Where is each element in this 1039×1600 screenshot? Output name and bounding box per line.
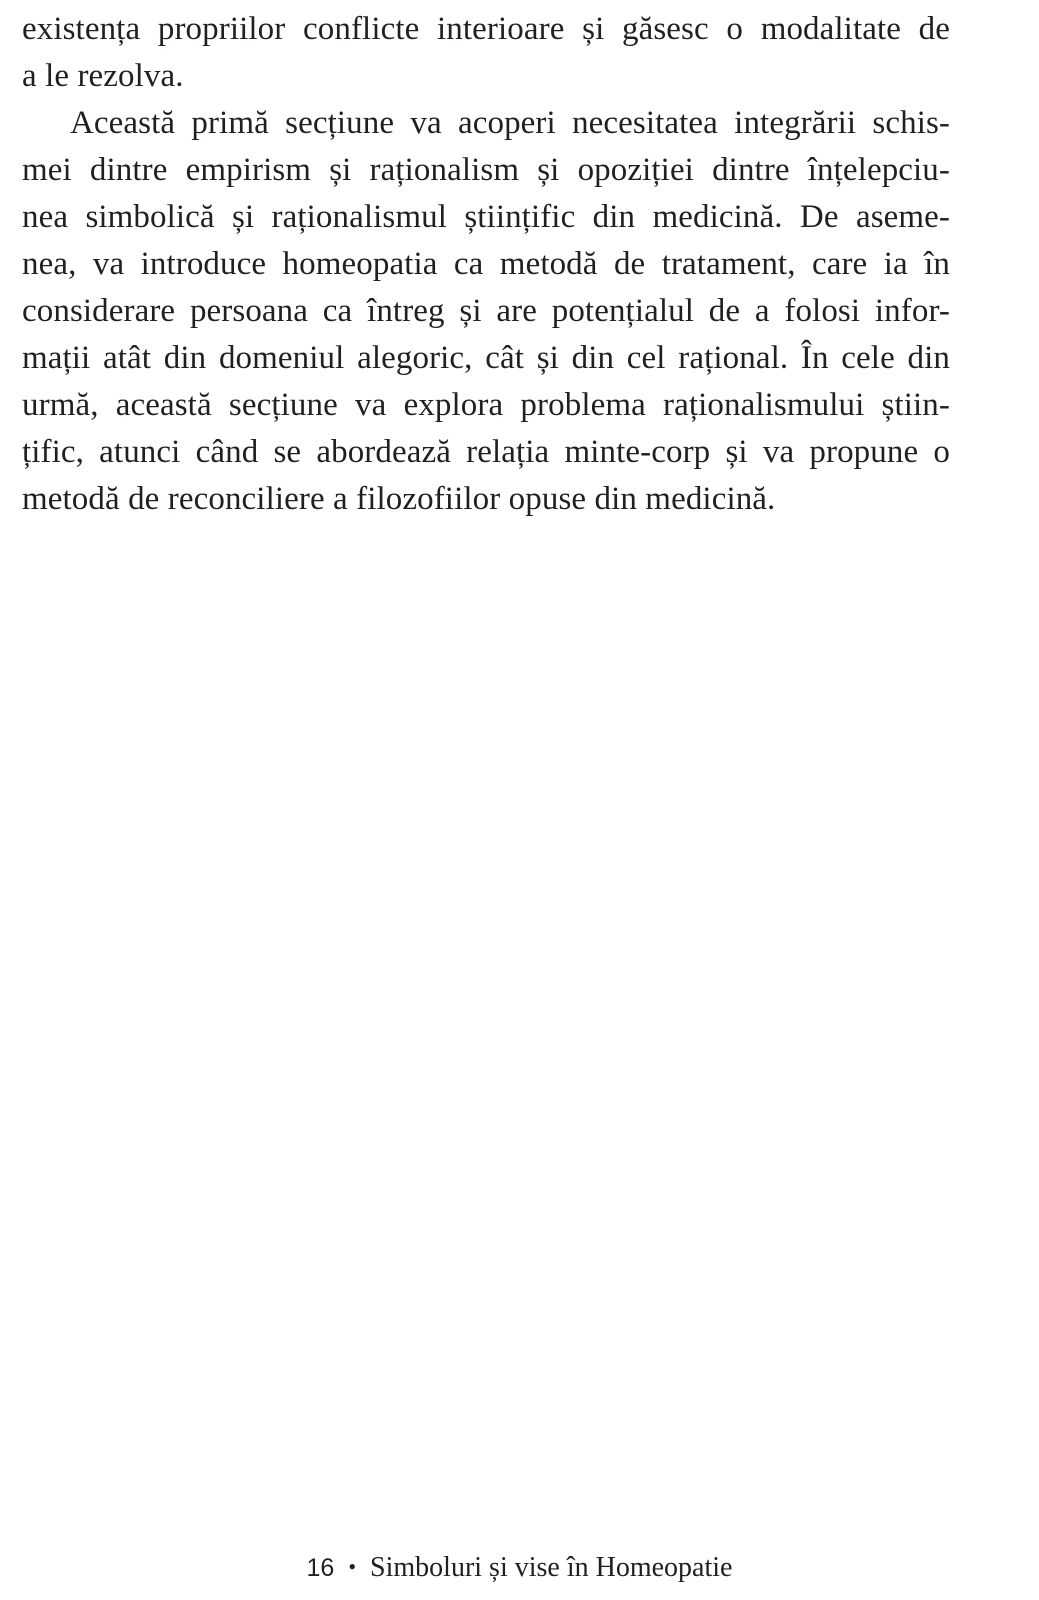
text-line: considerare persoana ca întreg și are potențialul de a folosi infor-	[22, 293, 950, 329]
text-line: țific, atunci când se abordează relația minte-corp și va propune o	[22, 434, 950, 470]
text-line: metodă de reconciliere a filozofiilor opuse din medicină.	[22, 481, 776, 517]
running-title: Simboluri și vise în Homeopatie	[370, 1552, 733, 1583]
text-line: mații atât din domeniul alegoric, cât și din cel rațional. În cele din	[22, 340, 950, 376]
text-line: a le rezolva.	[22, 58, 184, 94]
page-number: 16	[306, 1554, 335, 1582]
footer-separator: •	[348, 1554, 357, 1579]
text-line: nea simbolică și raționalismul științific din medicină. De aseme-	[22, 199, 950, 235]
paragraph-first-line: Această primă secțiune va acoperi necesitatea integrării schis-	[70, 105, 950, 141]
text-line: nea, va introduce homeopatia ca metodă de tratament, care ia în	[22, 246, 950, 282]
text-line: existența propriilor conflicte interioare și găsesc o modalitate de	[22, 11, 950, 47]
text-line: mei dintre empirism și raționalism și opoziției dintre înțelepciu-	[22, 152, 950, 188]
page-footer	[0, 1548, 1039, 1589]
body-text	[22, 6, 950, 523]
text-line: urmă, această secțiune va explora problema raționalismului știin-	[22, 387, 950, 423]
